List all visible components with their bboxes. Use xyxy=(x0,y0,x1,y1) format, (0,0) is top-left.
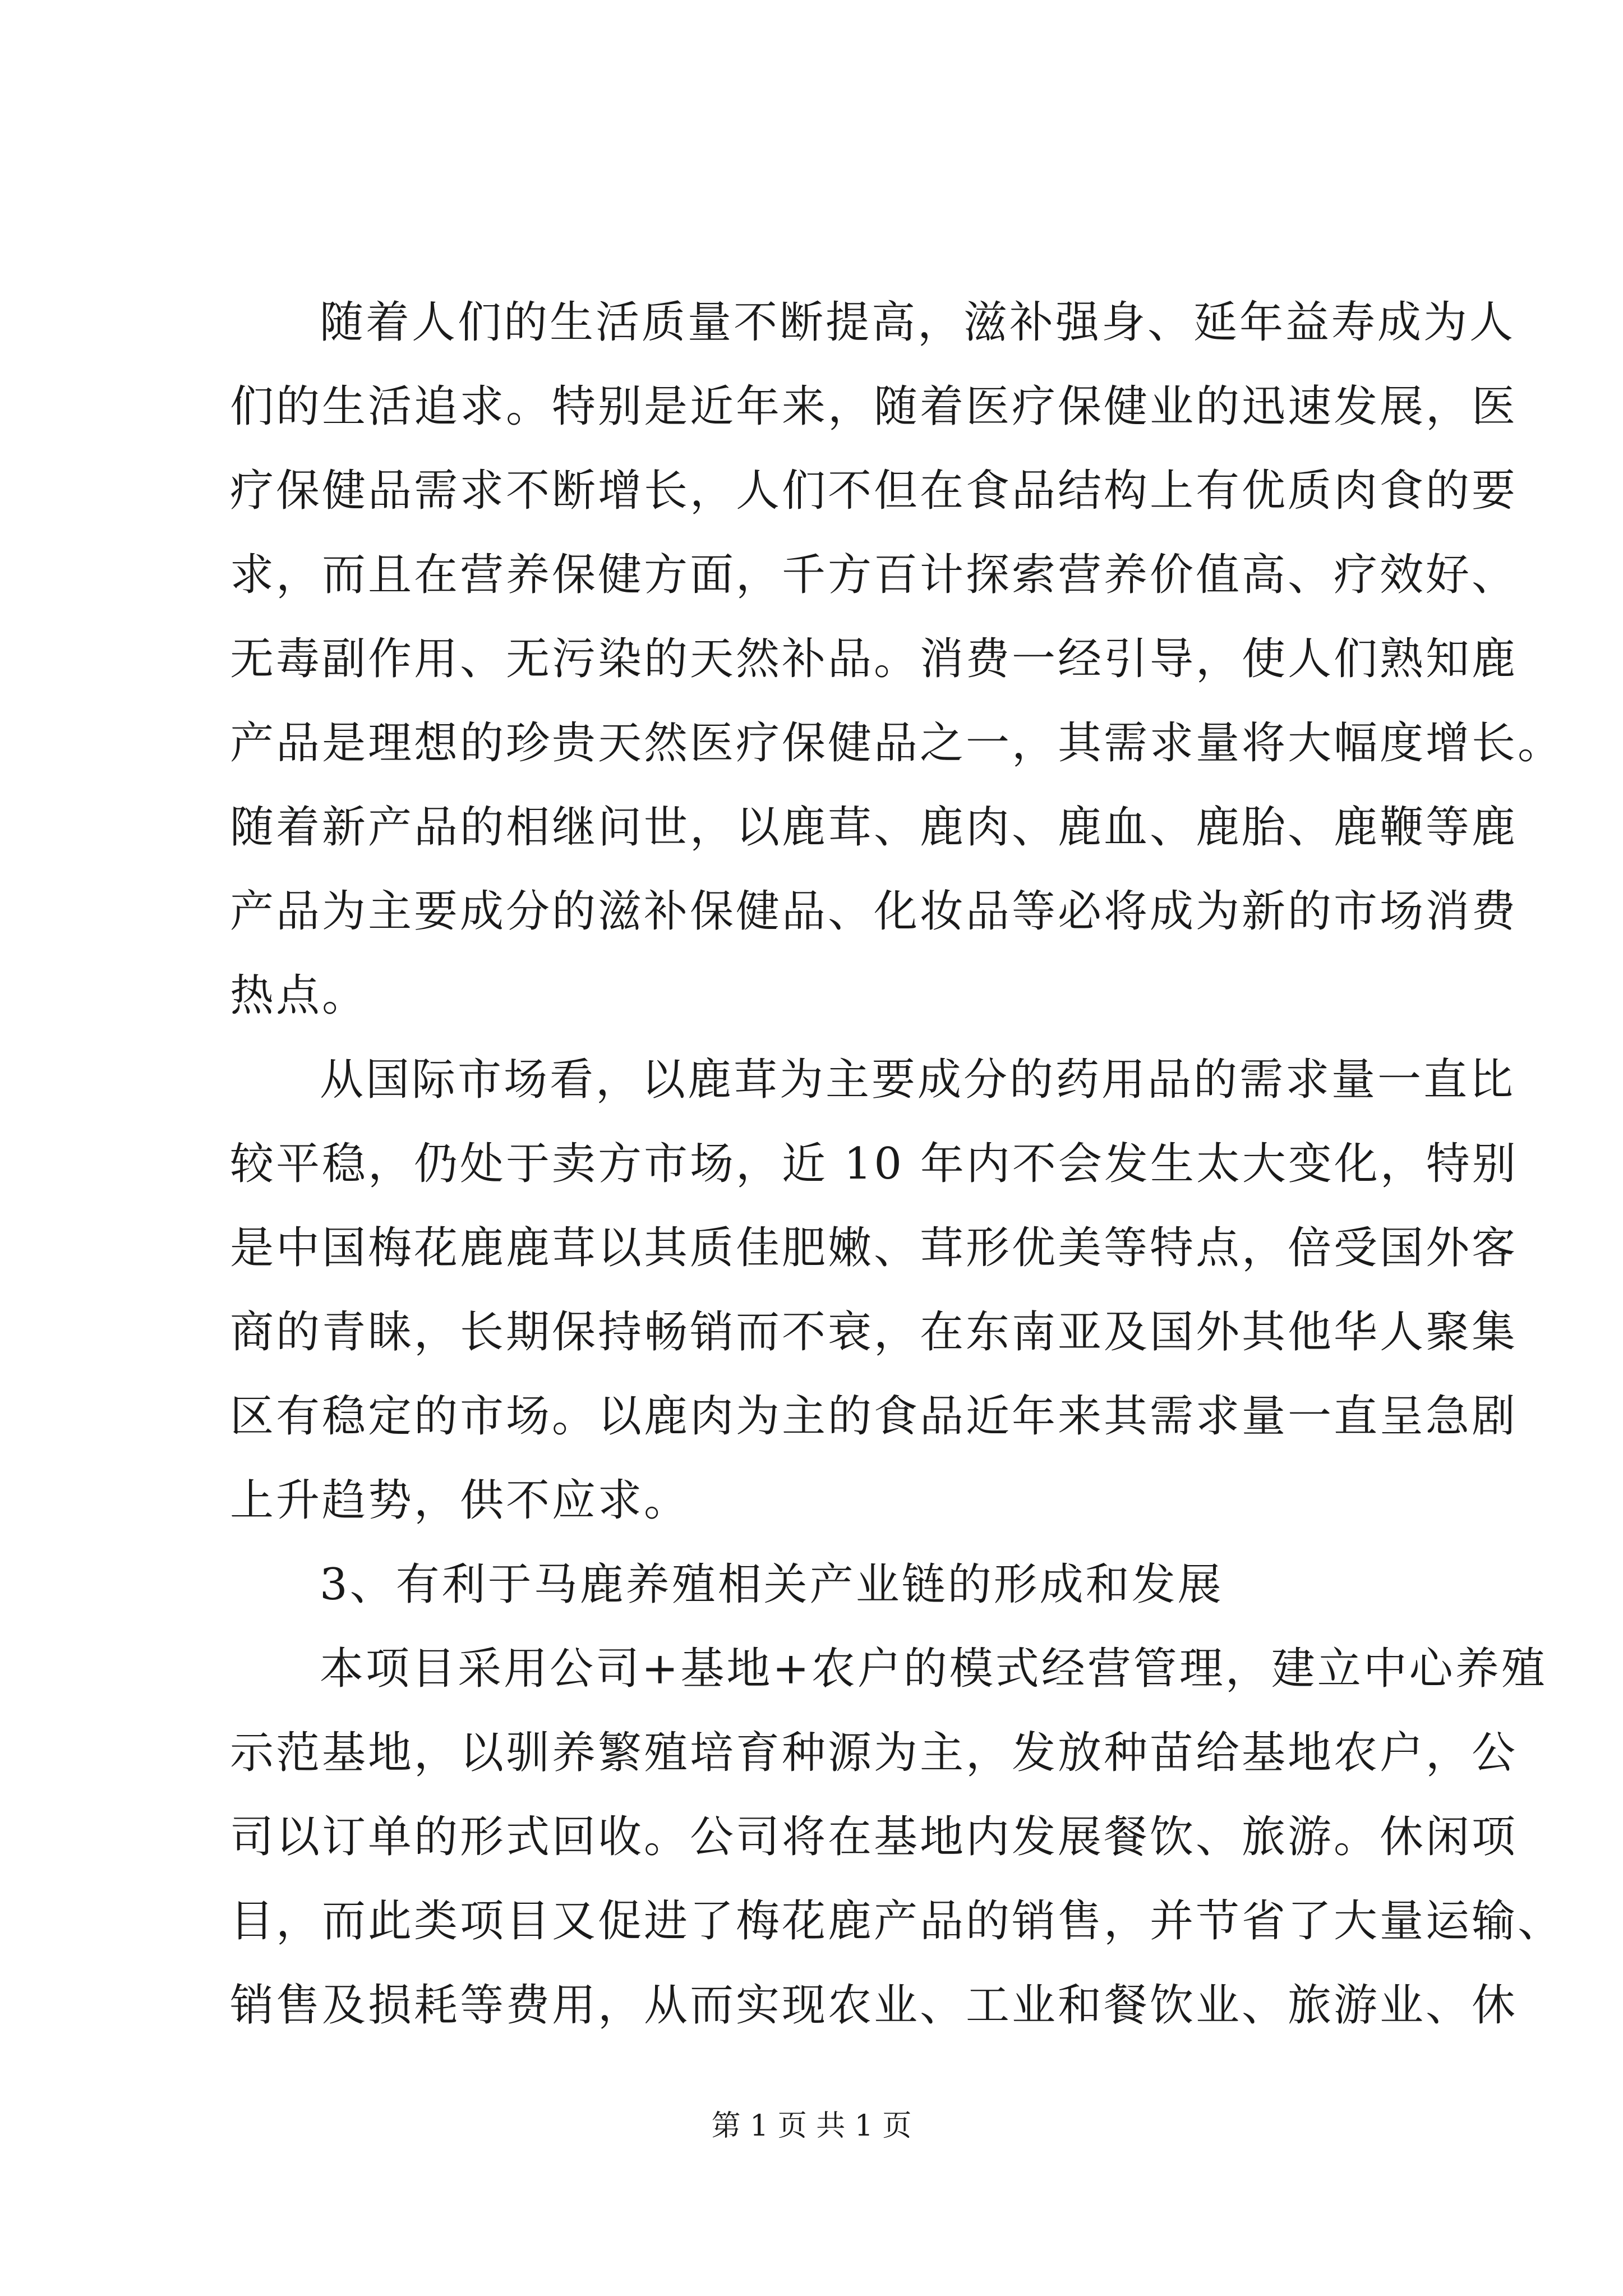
paragraph-1-line-5: 无毒副作用、无污染的天然补品。消费一经引导，使人们熟知鹿 xyxy=(230,634,1518,684)
paragraph-1-line-9: 热点。 xyxy=(230,970,368,1021)
paragraph-3-line-1: 本项目采用公司+基地+农户的模式经营管理，建立中心养殖 xyxy=(320,1644,1547,1694)
section-heading: 3、有利于马鹿养殖相关产业链的形成和发展 xyxy=(320,1559,1224,1610)
paragraph-2-line-3: 是中国梅花鹿鹿茸以其质佳肥嫩、茸形优美等特点，倍受国外客 xyxy=(230,1223,1518,1273)
paragraph-1-line-2: 们的生活追求。特别是近年来，随着医疗保健业的迅速发展，医 xyxy=(230,381,1518,432)
body-text xyxy=(230,280,1564,2047)
paragraph-3-line-4: 目，而此类项目又促进了梅花鹿产品的销售，并节省了大量运输、 xyxy=(230,1896,1564,1947)
paragraph-2-line-1: 从国际市场看，以鹿茸为主要成分的药用品的需求量一直比 xyxy=(320,1055,1516,1105)
paragraph-2-line-6: 上升趋势，供不应求。 xyxy=(230,1475,690,1526)
paragraph-2-line-2: 较平稳，仍处于卖方市场，近 10 年内不会发生太大变化，特别 xyxy=(230,1139,1518,1189)
paragraph-1-line-6: 产品是理想的珍贵天然医疗保健品之一，其需求量将大幅度增长。 xyxy=(230,718,1564,769)
page-footer: 第 1 页 共 1 页 xyxy=(711,2109,912,2143)
paragraph-1-line-7: 随着新产品的相继问世，以鹿茸、鹿肉、鹿血、鹿胎、鹿鞭等鹿 xyxy=(230,802,1518,853)
paragraph-1-line-3: 疗保健品需求不断增长，人们不但在食品结构上有优质肉食的要 xyxy=(230,466,1518,516)
paragraph-1-line-4: 求，而且在营养保健方面，千方百计探索营养价值高、疗效好、 xyxy=(230,550,1518,600)
paragraph-3-line-2: 示范基地，以驯养繁殖培育种源为主，发放种苗给基地农户，公 xyxy=(230,1728,1518,1778)
paragraph-1-line-1: 随着人们的生活质量不断提高，滋补强身、延年益寿成为人 xyxy=(320,297,1516,348)
paragraph-2-line-4: 商的青睐，长期保持畅销而不衰，在东南亚及国外其他华人聚集 xyxy=(230,1307,1518,1358)
paragraph-2-line-5: 区有稳定的市场。以鹿肉为主的食品近年来其需求量一直呈急剧 xyxy=(230,1391,1518,1442)
paragraph-1-line-8: 产品为主要成分的滋补保健品、化妆品等必将成为新的市场消费 xyxy=(230,886,1518,937)
paragraph-3-line-3: 司以订单的形式回收。公司将在基地内发展餐饮、旅游。休闲项 xyxy=(230,1812,1518,1862)
paragraph-3-line-5: 销售及损耗等费用，从而实现农业、工业和餐饮业、旅游业、休 xyxy=(230,1980,1518,2031)
